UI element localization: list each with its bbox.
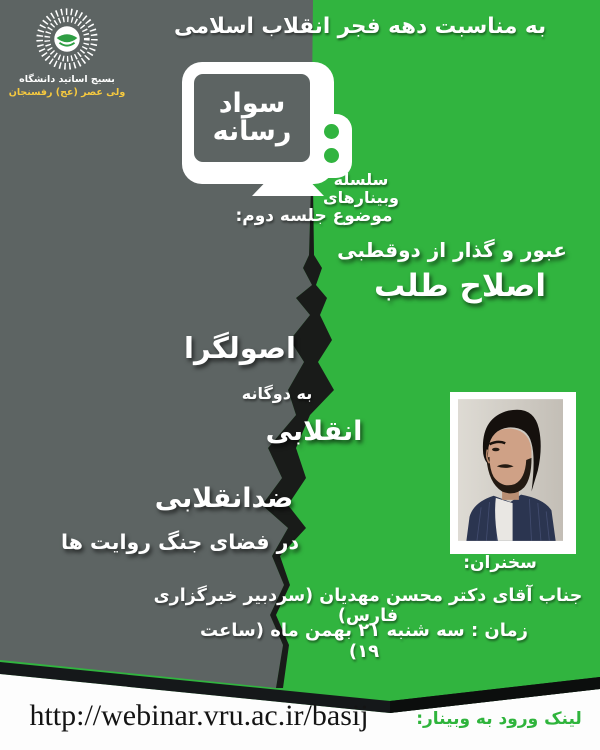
tv-colon-dot-icon xyxy=(324,148,339,163)
label-principlist: اصولگرا xyxy=(184,331,296,365)
tv-title-line2: رسانه xyxy=(212,116,292,147)
event-time: زمان : سه شنبه ۲۱ بهمن ماه (ساعت ۱۹) xyxy=(199,620,529,662)
tv-screen xyxy=(194,74,310,162)
fajr-banner: به مناسبت دهه فجر انقلاب اسلامی xyxy=(173,14,547,39)
tv-colon-dot-icon xyxy=(324,124,339,139)
speaker-label: سخنران: xyxy=(463,553,537,573)
tv-title-line1: سواد xyxy=(218,87,286,119)
topic-transition-line: عبور و گذار از دوقطبی xyxy=(337,238,567,262)
speaker-portrait-icon xyxy=(458,399,563,541)
session-topic-label: موضوع جلسه دوم: xyxy=(235,206,393,226)
logo-caption-line1: بسیج اساتید دانشگاه xyxy=(19,74,115,85)
basij-logo-icon xyxy=(34,6,100,72)
webinar-url: http://webinar.vru.ac.ir/basij xyxy=(29,699,369,732)
narrative-war-line: در فضای جنگ روایت ها xyxy=(61,530,299,554)
label-reformist: اصلاح طلب xyxy=(374,268,546,304)
to-duality-label: به دوگانه xyxy=(241,384,313,403)
webinar-series-label: سلسله وبینارهای xyxy=(323,170,399,208)
webinar-link-label: لینک ورود به وبینار: xyxy=(416,709,582,729)
label-revolutionary: انقلابی xyxy=(265,416,363,447)
logo-caption-line2: ولی عصر (عج) رفسنجان xyxy=(8,87,126,98)
speaker-photo xyxy=(450,392,576,554)
speaker-name: جناب آقای دکتر محسن مهدیان (سردبیر خبرگزاری فارس) xyxy=(153,586,583,627)
label-counter-revolutionary: ضدانقلابی xyxy=(154,483,294,514)
